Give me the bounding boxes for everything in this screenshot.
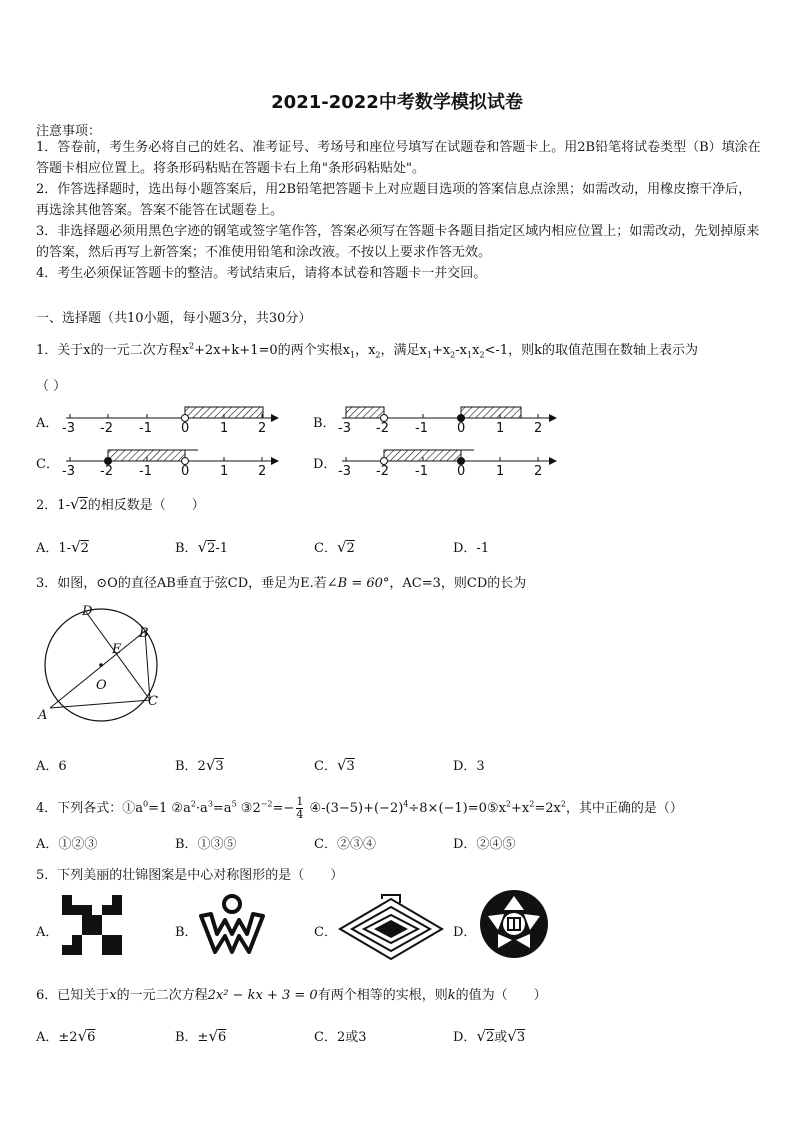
question-2-stem: 2．1-√2的相反数是（ ） xyxy=(36,495,205,513)
question-5-stem: 5．下列美丽的壮锦图案是中心对称图形的是（ ） xyxy=(36,868,344,883)
q1-option-b-label: B． xyxy=(313,416,336,431)
notice-item-2: 2．作答选择题时，选出每小题答案后，用2B铅笔把答题卡上对应题目选项的答案信息点涂黑；如需改动，用橡皮擦干净后，再选涂其他答案。答案不能答在试题卷上。 xyxy=(36,182,752,218)
q3-option-a[interactable]: A．6 xyxy=(36,759,67,774)
q5-option-b-label: B． xyxy=(175,925,198,940)
q1-option-a-label: A． xyxy=(36,416,59,431)
q2-option-c[interactable]: C．√2 xyxy=(314,538,355,556)
q3-option-d[interactable]: D．3 xyxy=(453,759,485,774)
q5-option-d-label: D． xyxy=(453,925,477,940)
number-line-d[interactable] xyxy=(342,450,556,465)
page-title: 2021-2022中考数学模拟试卷 xyxy=(271,92,523,113)
q5-pattern-c[interactable] xyxy=(338,893,444,961)
notice-item-1: 1．答卷前，考生务必将自己的姓名、准考证号、考场号和座位号填写在试题卷和答题卡上。用2B铅笔将试卷类型（B）填涂在答题卡相应位置上。将条形码粘贴在答题卡右上角"条形码粘贴处"。 xyxy=(36,140,761,176)
q3-label-d: D xyxy=(82,604,93,619)
section-heading: 一、选择题（共10小题，每小题3分，共30分） xyxy=(36,311,312,326)
q6-option-b[interactable]: B．±√6 xyxy=(175,1027,227,1045)
q3-label-c: C xyxy=(148,694,158,709)
question-1-stem: 1．关于x的一元二次方程$x^2+2x+k+1=0$的两个实根$x_1$，$x_2$，满足$x_1+x_2-x_1x_2<-1$，则k的取值范围在数轴上表示为 xyxy=(36,341,698,360)
q4-option-b[interactable]: B．①③⑤ xyxy=(175,837,237,852)
q1-option-c-label: C． xyxy=(36,457,59,472)
number-line-c[interactable] xyxy=(66,450,278,465)
q6-option-a[interactable]: A．±2√6 xyxy=(36,1027,96,1045)
q3-label-b: B xyxy=(139,626,149,641)
q2-option-d[interactable]: D．-1 xyxy=(453,541,490,556)
q5-pattern-a[interactable] xyxy=(62,895,128,957)
question-4-stem: 4．下列各式：$①a^0=1$ $②a^2\cdot a^3=a^5$ $③2^{-2}=-$ $\frac{1}{4}$ $④-(3-5)+(-2)^4\div 8\times(-1)=0⑤x^2+x^2=2x^2$，其中正确的是（） xyxy=(36,795,683,821)
q5-option-a-label: A． xyxy=(36,925,59,940)
notice-item-3: 3．非选择题必须用黑色字迹的钢笔或签字笔作答，答案必须写在答题卡各题目指定区域内相应位置上；如需改动，先划掉原来的答案，然后再写上新答案；不准使用铅笔和涂改液。不按以上要求作答无效。 xyxy=(36,224,760,260)
number-line-a[interactable] xyxy=(66,407,278,422)
q3-circle-diagram xyxy=(34,602,164,724)
q1-number-lines xyxy=(0,398,794,488)
q6-option-c[interactable]: C．2或3 xyxy=(314,1030,367,1045)
question-1-paren: （ ） xyxy=(36,379,67,394)
q3-option-c[interactable]: C．√3 xyxy=(314,756,355,774)
q3-label-o: O xyxy=(96,678,107,693)
q5-pattern-b[interactable] xyxy=(197,892,267,960)
q2-option-a[interactable]: A．1-√2 xyxy=(36,538,89,556)
q3-label-a: A xyxy=(38,708,48,723)
question-3-stem: 3．如图，⊙O的直径AB垂直于弦CD，垂足为E.若∠B = 60°，AC=3，则CD的长为 xyxy=(36,576,527,591)
q4-option-c[interactable]: C．②③④ xyxy=(314,837,376,852)
q1-option-d-label: D． xyxy=(313,457,337,472)
q4-option-a[interactable]: A．①②③ xyxy=(36,837,98,852)
q2-option-b[interactable]: B．√2-1 xyxy=(175,538,229,556)
question-6-stem: 6．已知关于x的一元二次方程2x² − kx + 3 = 0有两个相等的实根，则k的值为（ ） xyxy=(36,988,547,1003)
q4-option-d[interactable]: D．②④⑤ xyxy=(453,837,516,852)
q3-label-e: E xyxy=(112,642,122,657)
notice-item-4: 4．考生必须保证答题卡的整洁。考试结束后，请将本试卷和答题卡一并交回。 xyxy=(36,266,487,281)
q5-option-c-label: C． xyxy=(314,925,337,940)
notice-heading: 注意事项： xyxy=(36,124,102,139)
q3-option-b[interactable]: B．2√3 xyxy=(175,756,224,774)
number-line-b[interactable] xyxy=(342,407,556,422)
q5-pattern-d[interactable] xyxy=(478,888,550,960)
q6-option-d[interactable]: D．√2或√3 xyxy=(453,1027,526,1045)
